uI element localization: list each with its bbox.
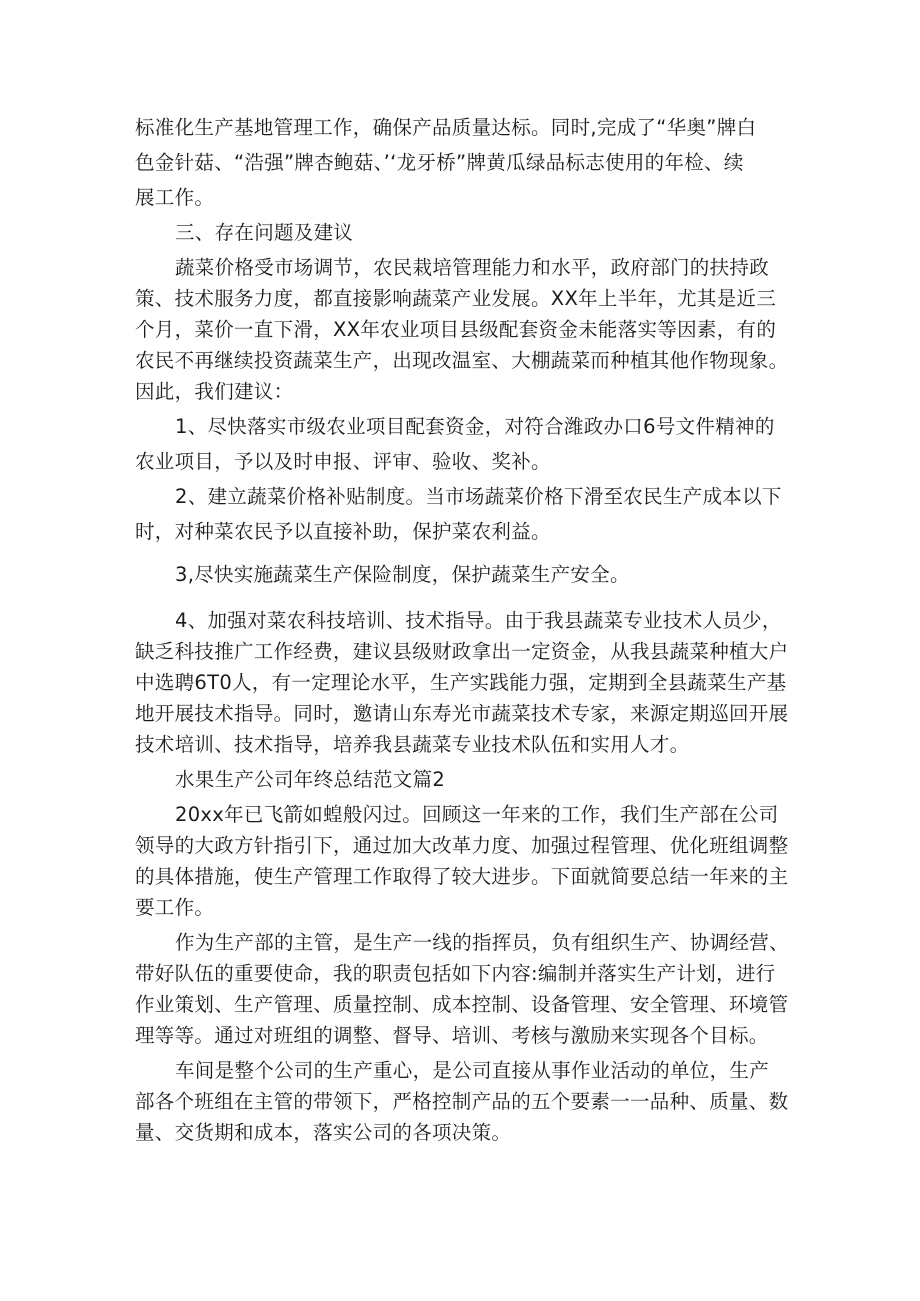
- list-item-continued: 中选聘6T0人，有一定理论水平，生产实践能力强，定期到全县蔬菜生产基: [135, 671, 787, 694]
- paragraph-line: 量、交货期和成本，落实公司的各项决策。: [135, 1121, 512, 1144]
- list-item-continued: 时，对种菜农民予以直接补助，保护菜农利益。: [135, 520, 551, 543]
- paragraph-line: 因此，我们建议：: [135, 380, 294, 403]
- paragraph-line: 20xx年已飞箭如蝗般闪过。回顾这一年来的工作，我们生产部在公司: [175, 803, 779, 826]
- paragraph-line: 策、技术服务力度，都直接影响蔬菜产业发展。XX年上半年，尤其是近三: [135, 287, 777, 310]
- list-item: 1、尽快落实市级农业项目配套资金，对符合潍政办口6号文件精神的: [175, 415, 775, 438]
- paragraph-line: 标准化生产基地管理工作，确保产品质量达标。同时,完成了“华奥”牌白: [135, 116, 757, 139]
- paragraph-line: 要工作。: [135, 896, 215, 919]
- paragraph-line: 农民不再继续投资蔬菜生产，出现改温室、大棚蔬菜而种植其他作物现象。: [135, 349, 789, 372]
- paragraph-line: 作为生产部的主管，是生产一线的指挥员，负有组织生产、协调经营、: [175, 931, 789, 954]
- paragraph-line: 部各个班组在主管的带领下，严格控制产品的五个要素一一品种、质量、数: [135, 1090, 789, 1113]
- paragraph-line: 展工作。: [135, 186, 215, 209]
- list-item: 3,尽快实施蔬菜生产保险制度，保护蔬菜生产安全。: [175, 563, 630, 586]
- paragraph-line: 色金针菇、“浩强”牌杏鲍菇、’‘龙牙桥”牌黄瓜绿品标志使用的年检、续: [135, 151, 744, 174]
- paragraph-line: 的具体措施，使生产管理工作取得了较大进步。下面就简要总结一年来的主: [135, 865, 789, 888]
- section-heading: 三、存在问题及建议: [175, 221, 354, 244]
- paragraph-line: 领导的大政方针指引下，通过加大改革力度、加强过程管理、优化班组调整: [135, 834, 789, 857]
- paragraph-line: 作业策划、生产管理、质量控制、成本控制、设备管理、安全管理、环境管: [135, 993, 789, 1016]
- paragraph-line: 带好队伍的重要使命，我的职责包括如下内容:编制并落实生产计划，进行: [135, 962, 776, 985]
- list-item: 4、加强对菜农科技培训、技术指导。由于我县蔬菜专业技术人员少，: [175, 609, 782, 632]
- paragraph-line: 车间是整个公司的生产重心，是公司直接从事作业活动的单位，生产: [175, 1059, 770, 1082]
- paragraph-line: 理等等。通过对班组的调整、督导、培训、考核与激励来实现各个目标。: [135, 1024, 769, 1047]
- list-item-continued: 地开展技术指导。同时，邀请山东寿光市蔬菜技术专家，来源定期巡回开展: [135, 702, 789, 725]
- article-title: 水果生产公司年终总结范文篇2: [175, 768, 446, 791]
- document-body: [135, 112, 795, 1148]
- paragraph-line: 个月，菜价一直下滑，XX年农业项目县级配套资金未能落实等因素，有的: [135, 318, 777, 341]
- list-item: 2、建立蔬菜价格补贴制度。当市场蔬菜价格下滑至农民生产成本以下: [175, 485, 782, 508]
- list-item-continued: 农业项目，予以及时申报、评审、验收、奖补。: [135, 450, 551, 473]
- list-item-continued: 缺乏科技推广工作经费，建议县级财政拿出一定资金，从我县蔬菜种植大户: [135, 640, 789, 663]
- paragraph-line: 蔬菜价格受市场调节，农民栽培管理能力和水平，政府部门的扶持政: [175, 256, 770, 279]
- list-item-continued: 技术培训、技术指导，培养我县蔬菜专业技术队伍和实用人才。: [135, 733, 690, 756]
